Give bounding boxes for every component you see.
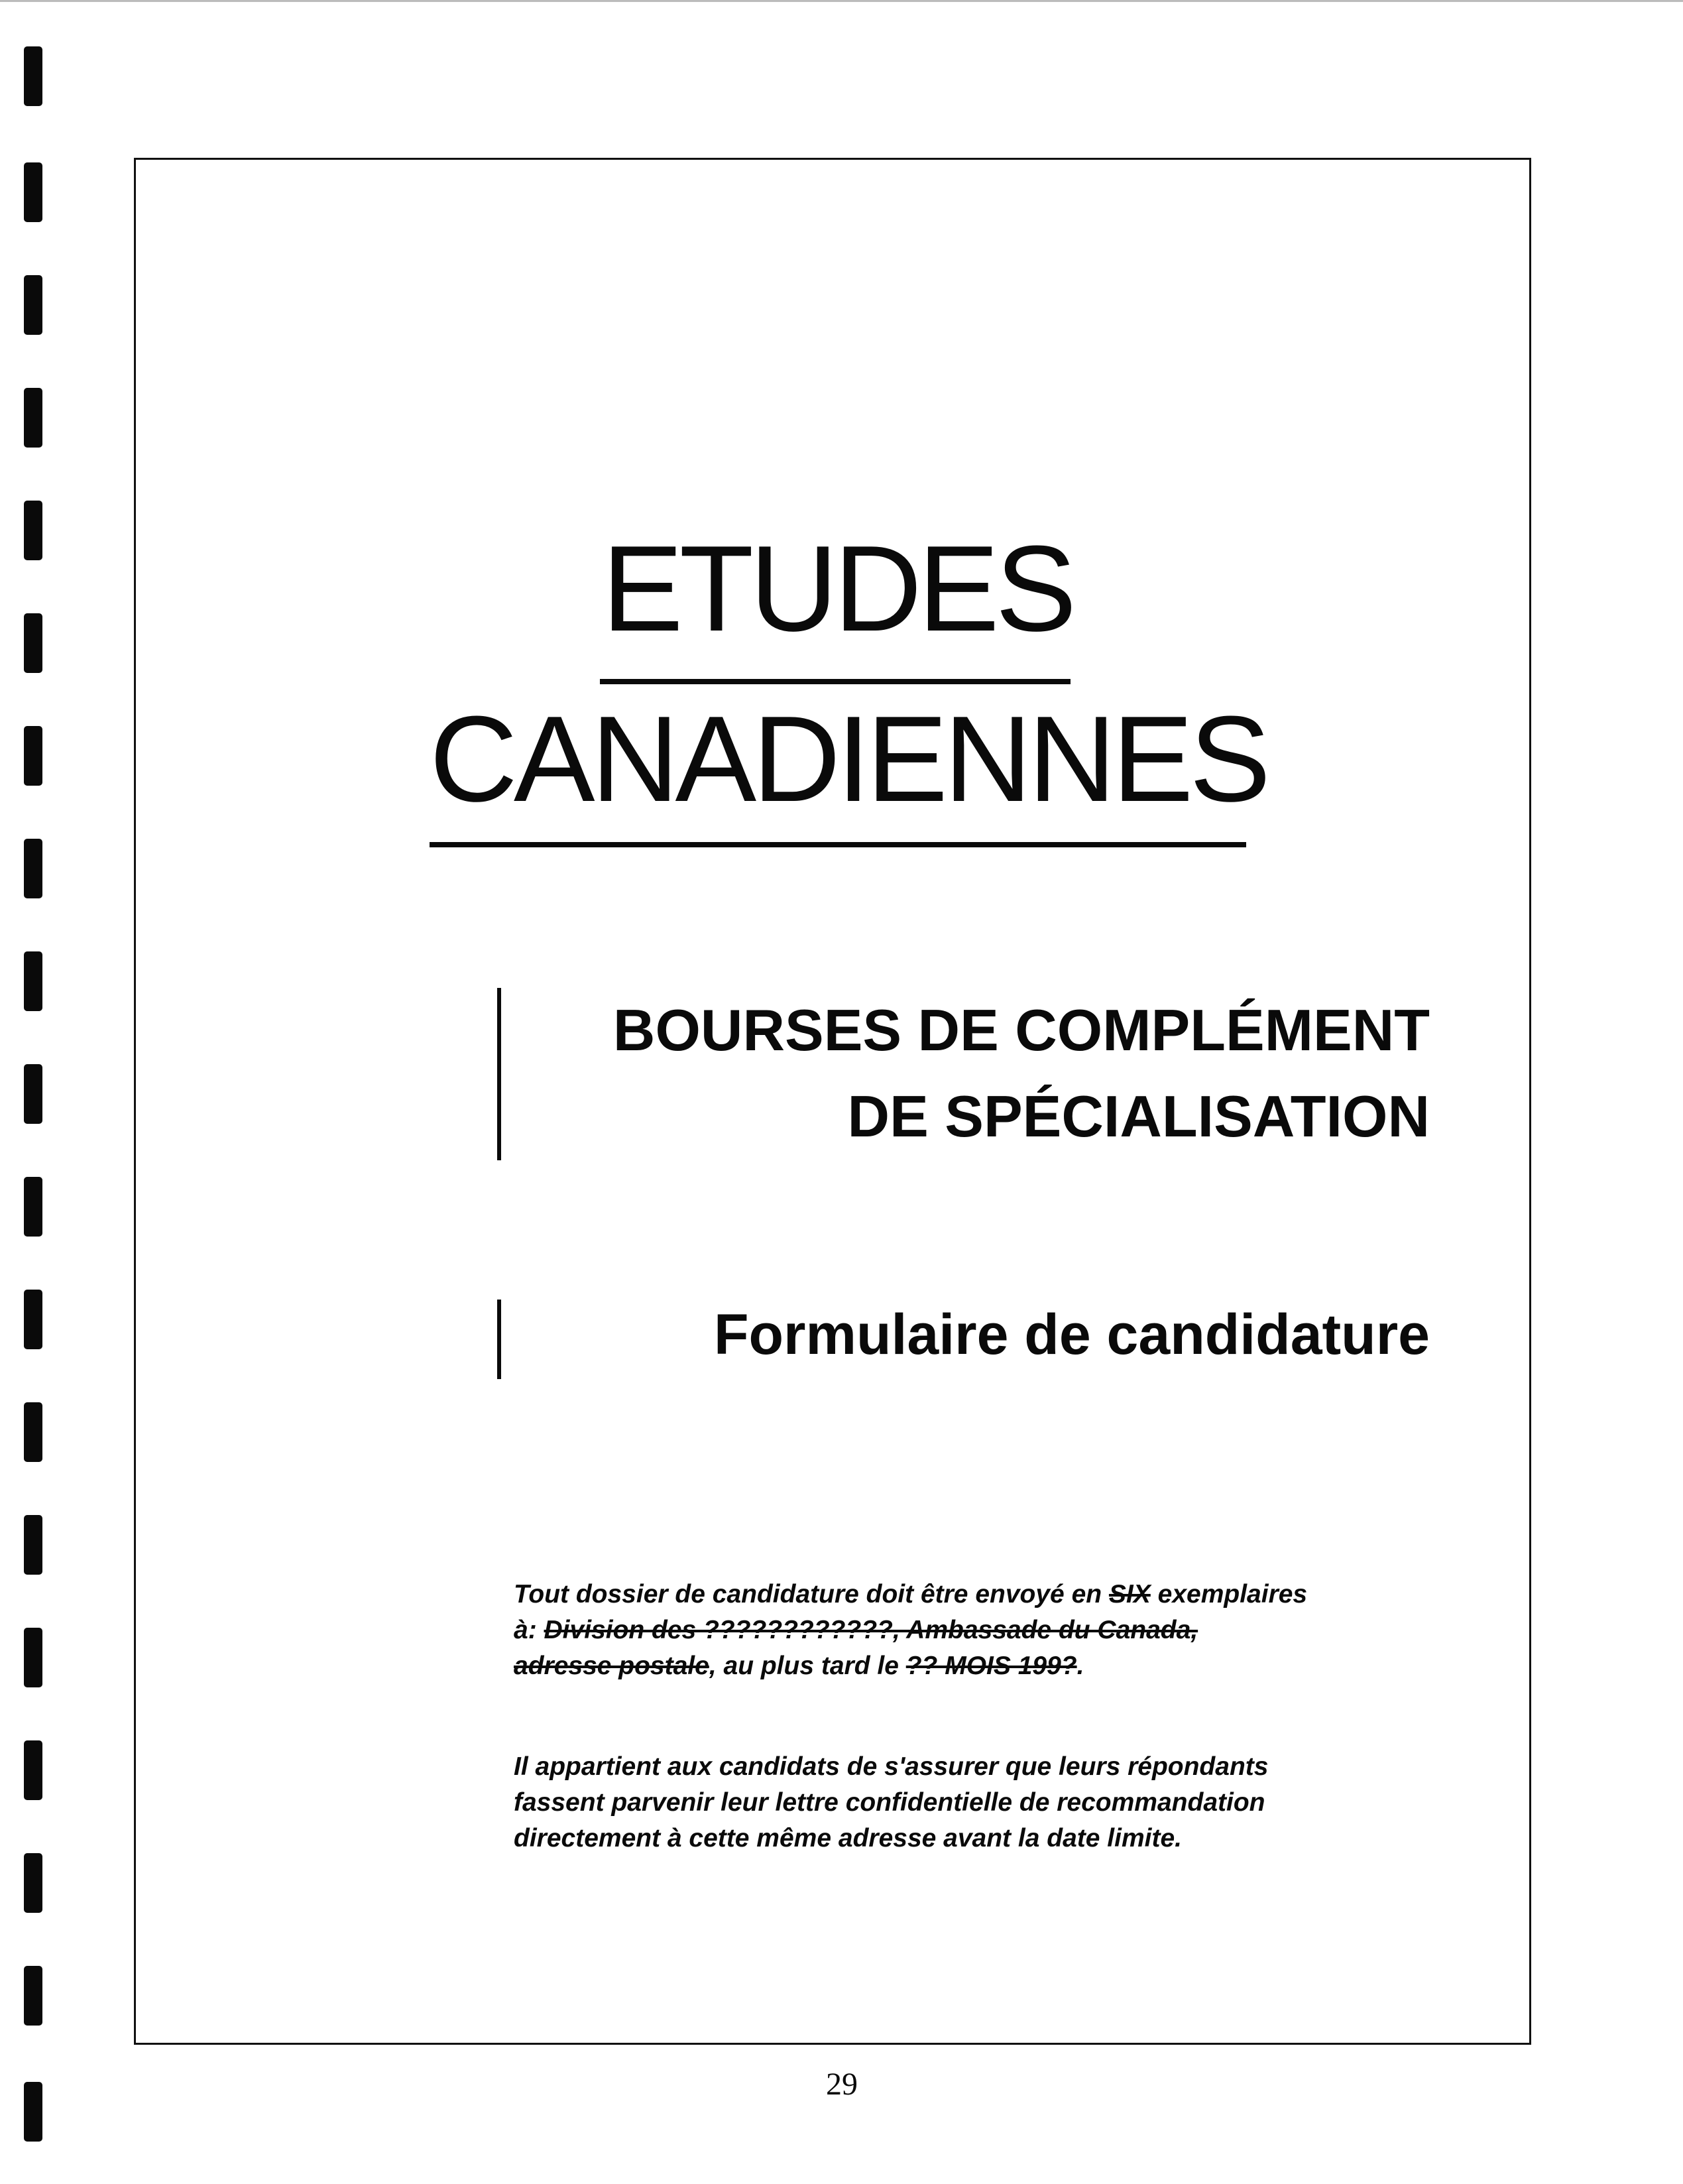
binding-hole [24, 46, 42, 106]
form-title-bar [497, 1300, 501, 1379]
notice-line [514, 1577, 1428, 1612]
struck-text: Division des ????????????, Ambassade du Canada, [544, 1616, 1198, 1644]
form-title: Formulaire de candidature [713, 1303, 1430, 1366]
binding-hole [24, 1290, 42, 1349]
title-line-1: ETUDES [602, 520, 1073, 656]
notice-line: directement à cette même adresse avant la date limite. [514, 1824, 1182, 1852]
struck-text: adresse postale [514, 1652, 709, 1680]
struck-text: SIX [1108, 1580, 1151, 1608]
binding-hole [24, 1064, 42, 1124]
binding-hole [24, 1515, 42, 1575]
page-number: 29 [826, 2067, 858, 2102]
binding-hole [24, 1740, 42, 1800]
notice-text: exemplaires [1150, 1580, 1308, 1608]
binding-hole [24, 613, 42, 673]
notice-line [514, 1648, 1428, 1684]
binding-hole [24, 162, 42, 222]
binding-hole [24, 1177, 42, 1237]
binding-hole [24, 726, 42, 786]
binding-hole [24, 275, 42, 335]
struck-text: ?? MOIS 199? [905, 1652, 1077, 1680]
notice-text: à: [514, 1616, 544, 1644]
binding-hole [24, 1966, 42, 2026]
binding-hole [24, 1628, 42, 1687]
notice-text: Tout dossier de candidature doit être envoyé en [514, 1580, 1109, 1608]
title-line-2: CANADIENNES [430, 690, 1267, 827]
binding-holes [24, 0, 50, 2184]
notice-line: Il appartient aux candidats de s'assurer que leurs répondants [514, 1752, 1269, 1781]
notice-text: , au plus tard le [709, 1652, 906, 1680]
binding-hole [24, 501, 42, 560]
title-rule-1 [600, 679, 1071, 684]
notice-line: fassent parvenir leur lettre confidentielle de recommandation [514, 1788, 1265, 1817]
subtitle-bar [497, 988, 501, 1160]
submission-notice [514, 1577, 1428, 1684]
subtitle-line-2: DE SPÉCIALISATION [847, 1083, 1430, 1149]
binding-hole [24, 1853, 42, 1913]
subtitle-line-1: BOURSES DE COMPLÉMENT [612, 997, 1430, 1063]
notice-line [514, 1612, 1428, 1648]
recommendation-notice [514, 1749, 1428, 1856]
binding-hole [24, 839, 42, 898]
binding-hole [24, 1402, 42, 1462]
top-edge-rule [0, 0, 1683, 2]
binding-hole [24, 388, 42, 448]
binding-hole [24, 951, 42, 1011]
title-rule-2 [430, 842, 1246, 847]
binding-hole [24, 2082, 42, 2142]
notice-text: . [1076, 1652, 1084, 1680]
